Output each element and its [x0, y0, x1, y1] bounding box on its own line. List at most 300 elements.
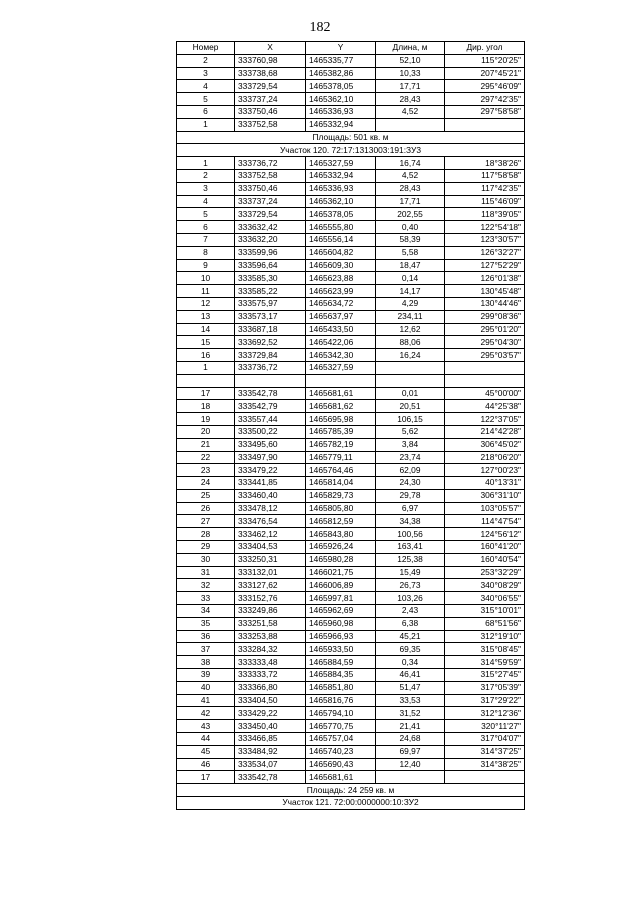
y-coordinate-cell: 1465681,61: [306, 771, 376, 784]
direction-angle-cell: 312°12'36": [445, 707, 525, 720]
length-cell: 58,39: [376, 233, 445, 246]
length-cell: [376, 361, 445, 374]
table-row: [177, 233, 525, 246]
y-coordinate-cell: 1465422,06: [306, 336, 376, 349]
table-row: [177, 720, 525, 733]
section-title-text: Участок 120. 72:17:1313003:191:ЗУ3: [177, 144, 525, 157]
y-coordinate-cell: 1465740,23: [306, 745, 376, 758]
direction-angle-cell: 312°19'10": [445, 630, 525, 643]
direction-angle-cell: 117°42'35": [445, 182, 525, 195]
y-coordinate-cell: 1465843,80: [306, 528, 376, 541]
section-title-row: [177, 797, 525, 810]
header-direction-angle: Дир. угол: [445, 42, 525, 55]
table-row: [177, 630, 525, 643]
x-coordinate-cell: 333500,22: [235, 425, 306, 438]
x-coordinate-cell: 333534,07: [235, 758, 306, 771]
x-coordinate-cell: [235, 374, 306, 387]
table-row: [177, 464, 525, 477]
x-coordinate-cell: 333127,62: [235, 579, 306, 592]
x-coordinate-cell: 333585,22: [235, 285, 306, 298]
length-cell: 0,14: [376, 272, 445, 285]
x-coordinate-cell: 333760,98: [235, 54, 306, 67]
point-number-cell: 4: [177, 195, 235, 208]
table-row: [177, 566, 525, 579]
x-coordinate-cell: 333687,18: [235, 323, 306, 336]
length-cell: 28,43: [376, 182, 445, 195]
direction-angle-cell: 314°59'59": [445, 656, 525, 669]
x-coordinate-cell: 333752,58: [235, 169, 306, 182]
table-row: [177, 336, 525, 349]
length-cell: 88,06: [376, 336, 445, 349]
length-cell: 4,52: [376, 169, 445, 182]
length-cell: 20,51: [376, 400, 445, 413]
x-coordinate-cell: 333460,40: [235, 489, 306, 502]
direction-angle-cell: 306°31'10": [445, 489, 525, 502]
point-number-cell: 3: [177, 67, 235, 80]
point-number-cell: 23: [177, 464, 235, 477]
table-row: [177, 451, 525, 464]
direction-angle-cell: 214°42'28": [445, 425, 525, 438]
y-coordinate-cell: 1465933,50: [306, 643, 376, 656]
point-number-cell: 34: [177, 605, 235, 618]
direction-angle-cell: 317°29'22": [445, 694, 525, 707]
table-row: [177, 745, 525, 758]
y-coordinate-cell: 1465335,77: [306, 54, 376, 67]
table-row: [177, 733, 525, 746]
point-number-cell: 29: [177, 541, 235, 554]
length-cell: 0,40: [376, 221, 445, 234]
y-coordinate-cell: 1465681,61: [306, 387, 376, 400]
table-row: [177, 387, 525, 400]
header-length: Длина, м: [376, 42, 445, 55]
direction-angle-cell: 295°46'09": [445, 80, 525, 93]
length-cell: 17,71: [376, 80, 445, 93]
length-cell: 3,84: [376, 438, 445, 451]
x-coordinate-cell: 333542,79: [235, 400, 306, 413]
y-coordinate-cell: 1465378,05: [306, 80, 376, 93]
point-number-cell: 6: [177, 105, 235, 118]
point-number-cell: 8: [177, 246, 235, 259]
length-cell: 5,58: [376, 246, 445, 259]
table-row: [177, 93, 525, 106]
y-coordinate-cell: 1465327,59: [306, 157, 376, 170]
x-coordinate-cell: 333450,40: [235, 720, 306, 733]
length-cell: 34,38: [376, 515, 445, 528]
length-cell: 5,62: [376, 425, 445, 438]
table-row: [177, 349, 525, 362]
point-number-cell: 17: [177, 387, 235, 400]
y-coordinate-cell: 1465382,86: [306, 67, 376, 80]
point-number-cell: 20: [177, 425, 235, 438]
x-coordinate-cell: 333729,54: [235, 208, 306, 221]
length-cell: 2,43: [376, 605, 445, 618]
direction-angle-cell: 68°51'56": [445, 617, 525, 630]
x-coordinate-cell: 333152,76: [235, 592, 306, 605]
length-cell: [376, 118, 445, 131]
x-coordinate-cell: 333366,80: [235, 681, 306, 694]
y-coordinate-cell: 1465884,35: [306, 669, 376, 682]
x-coordinate-cell: 333750,46: [235, 105, 306, 118]
point-number-cell: 26: [177, 502, 235, 515]
length-cell: 69,35: [376, 643, 445, 656]
table-row: [177, 54, 525, 67]
table-row: [177, 579, 525, 592]
point-number-cell: 15: [177, 336, 235, 349]
length-cell: 0,34: [376, 656, 445, 669]
x-coordinate-cell: 333737,24: [235, 195, 306, 208]
coordinates-table: [176, 41, 525, 810]
y-coordinate-cell: 1465433,50: [306, 323, 376, 336]
point-number-cell: 2: [177, 54, 235, 67]
direction-angle-cell: 114°47'54": [445, 515, 525, 528]
direction-angle-cell: [445, 361, 525, 374]
x-coordinate-cell: 333750,46: [235, 182, 306, 195]
length-cell: 106,15: [376, 413, 445, 426]
x-coordinate-cell: 333729,84: [235, 349, 306, 362]
table-row: [177, 617, 525, 630]
length-cell: 0,01: [376, 387, 445, 400]
y-coordinate-cell: 1465378,05: [306, 208, 376, 221]
x-coordinate-cell: 333484,92: [235, 745, 306, 758]
table-row: [177, 323, 525, 336]
point-number-cell: 1: [177, 118, 235, 131]
table-row: [177, 771, 525, 784]
y-coordinate-cell: 1465332,94: [306, 169, 376, 182]
x-coordinate-cell: 333404,50: [235, 694, 306, 707]
table-header-row: [177, 42, 525, 55]
y-coordinate-cell: 1465997,81: [306, 592, 376, 605]
table-row: [177, 118, 525, 131]
table-row: [177, 477, 525, 490]
y-coordinate-cell: 1465604,82: [306, 246, 376, 259]
point-number-cell: 3: [177, 182, 235, 195]
x-coordinate-cell: 333542,78: [235, 387, 306, 400]
direction-angle-cell: 115°46'09": [445, 195, 525, 208]
length-cell: 24,30: [376, 477, 445, 490]
length-cell: 21,41: [376, 720, 445, 733]
y-coordinate-cell: 1465681,62: [306, 400, 376, 413]
x-coordinate-cell: 333479,22: [235, 464, 306, 477]
x-coordinate-cell: 333478,12: [235, 502, 306, 515]
length-cell: 29,78: [376, 489, 445, 502]
length-cell: 62,09: [376, 464, 445, 477]
point-number-cell: 41: [177, 694, 235, 707]
y-coordinate-cell: 1465556,14: [306, 233, 376, 246]
y-coordinate-cell: 1465884,59: [306, 656, 376, 669]
point-number-cell: 21: [177, 438, 235, 451]
x-coordinate-cell: 333466,85: [235, 733, 306, 746]
point-number-cell: 16: [177, 349, 235, 362]
direction-angle-cell: 306°45'02": [445, 438, 525, 451]
x-coordinate-cell: 333250,31: [235, 553, 306, 566]
table-row: [177, 105, 525, 118]
y-coordinate-cell: 1465816,76: [306, 694, 376, 707]
direction-angle-cell: 122°37'05": [445, 413, 525, 426]
y-coordinate-cell: 1466006,89: [306, 579, 376, 592]
x-coordinate-cell: 333599,96: [235, 246, 306, 259]
table-row: [177, 592, 525, 605]
table-row: [177, 285, 525, 298]
point-number-cell: 11: [177, 285, 235, 298]
x-coordinate-cell: 333333,72: [235, 669, 306, 682]
table-row: [177, 413, 525, 426]
y-coordinate-cell: 1465829,73: [306, 489, 376, 502]
y-coordinate-cell: 1465764,46: [306, 464, 376, 477]
point-number-cell: 12: [177, 297, 235, 310]
direction-angle-cell: 295°01'20": [445, 323, 525, 336]
point-number-cell: 4: [177, 80, 235, 93]
y-coordinate-cell: 1465634,72: [306, 297, 376, 310]
x-coordinate-cell: 333737,24: [235, 93, 306, 106]
point-number-cell: 27: [177, 515, 235, 528]
length-cell: 163,41: [376, 541, 445, 554]
section-title-row: [177, 144, 525, 157]
section-title-text: Участок 121. 72:00:0000000:10:ЗУ2: [177, 797, 525, 810]
length-cell: 26,73: [376, 579, 445, 592]
table-row: [177, 643, 525, 656]
table-row: [177, 80, 525, 93]
point-number-cell: 14: [177, 323, 235, 336]
direction-angle-cell: 103°05'57": [445, 502, 525, 515]
point-number-cell: 39: [177, 669, 235, 682]
direction-angle-cell: 317°05'39": [445, 681, 525, 694]
point-number-cell: 5: [177, 93, 235, 106]
direction-angle-cell: 315°08'45": [445, 643, 525, 656]
direction-angle-cell: 314°37'25": [445, 745, 525, 758]
length-cell: 16,24: [376, 349, 445, 362]
header-number: Номер: [177, 42, 235, 55]
x-coordinate-cell: 333736,72: [235, 361, 306, 374]
point-number-cell: 32: [177, 579, 235, 592]
x-coordinate-cell: 333462,12: [235, 528, 306, 541]
area-total-row: [177, 131, 525, 144]
table-row: [177, 605, 525, 618]
point-number-cell: 2: [177, 169, 235, 182]
direction-angle-cell: 315°27'45": [445, 669, 525, 682]
x-coordinate-cell: 333441,85: [235, 477, 306, 490]
table-row: [177, 541, 525, 554]
area-total-text: Площадь: 501 кв. м: [177, 131, 525, 144]
x-coordinate-cell: 333585,30: [235, 272, 306, 285]
point-number-cell: 7: [177, 233, 235, 246]
point-number-cell: 44: [177, 733, 235, 746]
y-coordinate-cell: 1465962,69: [306, 605, 376, 618]
x-coordinate-cell: 333495,60: [235, 438, 306, 451]
length-cell: 125,38: [376, 553, 445, 566]
length-cell: 103,26: [376, 592, 445, 605]
table-row: [177, 169, 525, 182]
x-coordinate-cell: 333333,48: [235, 656, 306, 669]
direction-angle-cell: 40°13'31": [445, 477, 525, 490]
point-number-cell: 22: [177, 451, 235, 464]
direction-angle-cell: 297°58'58": [445, 105, 525, 118]
direction-angle-cell: 126°01'38": [445, 272, 525, 285]
length-cell: 52,10: [376, 54, 445, 67]
length-cell: 15,49: [376, 566, 445, 579]
table-row: [177, 681, 525, 694]
direction-angle-cell: 44°25'38": [445, 400, 525, 413]
length-cell: 4,29: [376, 297, 445, 310]
y-coordinate-cell: 1465637,97: [306, 310, 376, 323]
length-cell: 234,11: [376, 310, 445, 323]
x-coordinate-cell: 333692,52: [235, 336, 306, 349]
length-cell: 31,52: [376, 707, 445, 720]
table-row: [177, 438, 525, 451]
table-row: [177, 310, 525, 323]
y-coordinate-cell: 1465926,24: [306, 541, 376, 554]
x-coordinate-cell: 333497,90: [235, 451, 306, 464]
y-coordinate-cell: 1465362,10: [306, 93, 376, 106]
x-coordinate-cell: 333251,58: [235, 617, 306, 630]
length-cell: 24,68: [376, 733, 445, 746]
y-coordinate-cell: 1465336,93: [306, 182, 376, 195]
table-row: [177, 656, 525, 669]
length-cell: 12,62: [376, 323, 445, 336]
point-number-cell: 1: [177, 157, 235, 170]
point-number-cell: 36: [177, 630, 235, 643]
point-number-cell: 17: [177, 771, 235, 784]
table-row: [177, 221, 525, 234]
table-row: [177, 67, 525, 80]
direction-angle-cell: [445, 771, 525, 784]
direction-angle-cell: 314°38'25": [445, 758, 525, 771]
length-cell: 69,97: [376, 745, 445, 758]
x-coordinate-cell: 333632,20: [235, 233, 306, 246]
direction-angle-cell: 124°56'12": [445, 528, 525, 541]
direction-angle-cell: 340°06'55": [445, 592, 525, 605]
table-row: [177, 272, 525, 285]
direction-angle-cell: 253°32'29": [445, 566, 525, 579]
table-row: [177, 195, 525, 208]
table-row: [177, 669, 525, 682]
y-coordinate-cell: 1465623,88: [306, 272, 376, 285]
point-number-cell: 9: [177, 259, 235, 272]
length-cell: 4,52: [376, 105, 445, 118]
x-coordinate-cell: 333729,54: [235, 80, 306, 93]
table-row: [177, 694, 525, 707]
point-number-cell: 40: [177, 681, 235, 694]
x-coordinate-cell: 333573,17: [235, 310, 306, 323]
length-cell: 202,55: [376, 208, 445, 221]
length-cell: 18,47: [376, 259, 445, 272]
y-coordinate-cell: 1466021,75: [306, 566, 376, 579]
y-coordinate-cell: 1465851,80: [306, 681, 376, 694]
direction-angle-cell: 295°04'30": [445, 336, 525, 349]
point-number-cell: 25: [177, 489, 235, 502]
x-coordinate-cell: 333284,32: [235, 643, 306, 656]
y-coordinate-cell: 1465785,39: [306, 425, 376, 438]
y-coordinate-cell: 1465794,10: [306, 707, 376, 720]
direction-angle-cell: 127°52'29": [445, 259, 525, 272]
length-cell: 23,74: [376, 451, 445, 464]
point-number-cell: 42: [177, 707, 235, 720]
direction-angle-cell: 299°08'36": [445, 310, 525, 323]
length-cell: 10,33: [376, 67, 445, 80]
y-coordinate-cell: [306, 374, 376, 387]
y-coordinate-cell: 1465805,80: [306, 502, 376, 515]
direction-angle-cell: 160°40'54": [445, 553, 525, 566]
table-row: [177, 425, 525, 438]
table-row: [177, 208, 525, 221]
table-row: [177, 528, 525, 541]
table-row: [177, 707, 525, 720]
direction-angle-cell: 127°00'23": [445, 464, 525, 477]
length-cell: 6,38: [376, 617, 445, 630]
y-coordinate-cell: 1465555,80: [306, 221, 376, 234]
table-row: [177, 553, 525, 566]
y-coordinate-cell: 1465812,59: [306, 515, 376, 528]
direction-angle-cell: 130°45'48": [445, 285, 525, 298]
x-coordinate-cell: 333752,58: [235, 118, 306, 131]
point-number-cell: 1: [177, 361, 235, 374]
y-coordinate-cell: 1465327,59: [306, 361, 376, 374]
point-number-cell: 6: [177, 221, 235, 234]
x-coordinate-cell: 333249,86: [235, 605, 306, 618]
point-number-cell: 24: [177, 477, 235, 490]
direction-angle-cell: 297°42'35": [445, 93, 525, 106]
direction-angle-cell: 123°30'57": [445, 233, 525, 246]
y-coordinate-cell: 1465336,93: [306, 105, 376, 118]
point-number-cell: 46: [177, 758, 235, 771]
length-cell: 6,97: [376, 502, 445, 515]
point-number-cell: 18: [177, 400, 235, 413]
length-cell: 46,41: [376, 669, 445, 682]
direction-angle-cell: 320°11'27": [445, 720, 525, 733]
length-cell: [376, 771, 445, 784]
table-row: [177, 182, 525, 195]
direction-angle-cell: 130°44'46": [445, 297, 525, 310]
point-number-cell: 28: [177, 528, 235, 541]
table-row: [177, 259, 525, 272]
direction-angle-cell: 118°39'05": [445, 208, 525, 221]
direction-angle-cell: 117°58'58": [445, 169, 525, 182]
y-coordinate-cell: 1465342,30: [306, 349, 376, 362]
x-coordinate-cell: 333404,53: [235, 541, 306, 554]
point-number-cell: [177, 374, 235, 387]
direction-angle-cell: 18°38'26": [445, 157, 525, 170]
direction-angle-cell: 160°41'20": [445, 541, 525, 554]
area-total-row: [177, 784, 525, 797]
direction-angle-cell: 115°20'25": [445, 54, 525, 67]
point-number-cell: 37: [177, 643, 235, 656]
y-coordinate-cell: 1465782,19: [306, 438, 376, 451]
y-coordinate-cell: 1465332,94: [306, 118, 376, 131]
direction-angle-cell: 207°45'21": [445, 67, 525, 80]
y-coordinate-cell: 1465770,75: [306, 720, 376, 733]
length-cell: [376, 374, 445, 387]
y-coordinate-cell: 1465609,30: [306, 259, 376, 272]
x-coordinate-cell: 333542,78: [235, 771, 306, 784]
header-x: X: [235, 42, 306, 55]
page-number: 182: [309, 20, 331, 35]
length-cell: 100,56: [376, 528, 445, 541]
direction-angle-cell: 126°32'27": [445, 246, 525, 259]
length-cell: 28,43: [376, 93, 445, 106]
table-row: [177, 489, 525, 502]
table-row: [177, 297, 525, 310]
table-row: [177, 157, 525, 170]
x-coordinate-cell: 333253,88: [235, 630, 306, 643]
length-cell: 33,53: [376, 694, 445, 707]
y-coordinate-cell: 1465980,28: [306, 553, 376, 566]
direction-angle-cell: 218°06'20": [445, 451, 525, 464]
y-coordinate-cell: 1465690,43: [306, 758, 376, 771]
x-coordinate-cell: 333557,44: [235, 413, 306, 426]
table-body: [177, 54, 525, 809]
direction-angle-cell: 122°54'18": [445, 221, 525, 234]
direction-angle-cell: [445, 374, 525, 387]
direction-angle-cell: 295°03'57": [445, 349, 525, 362]
